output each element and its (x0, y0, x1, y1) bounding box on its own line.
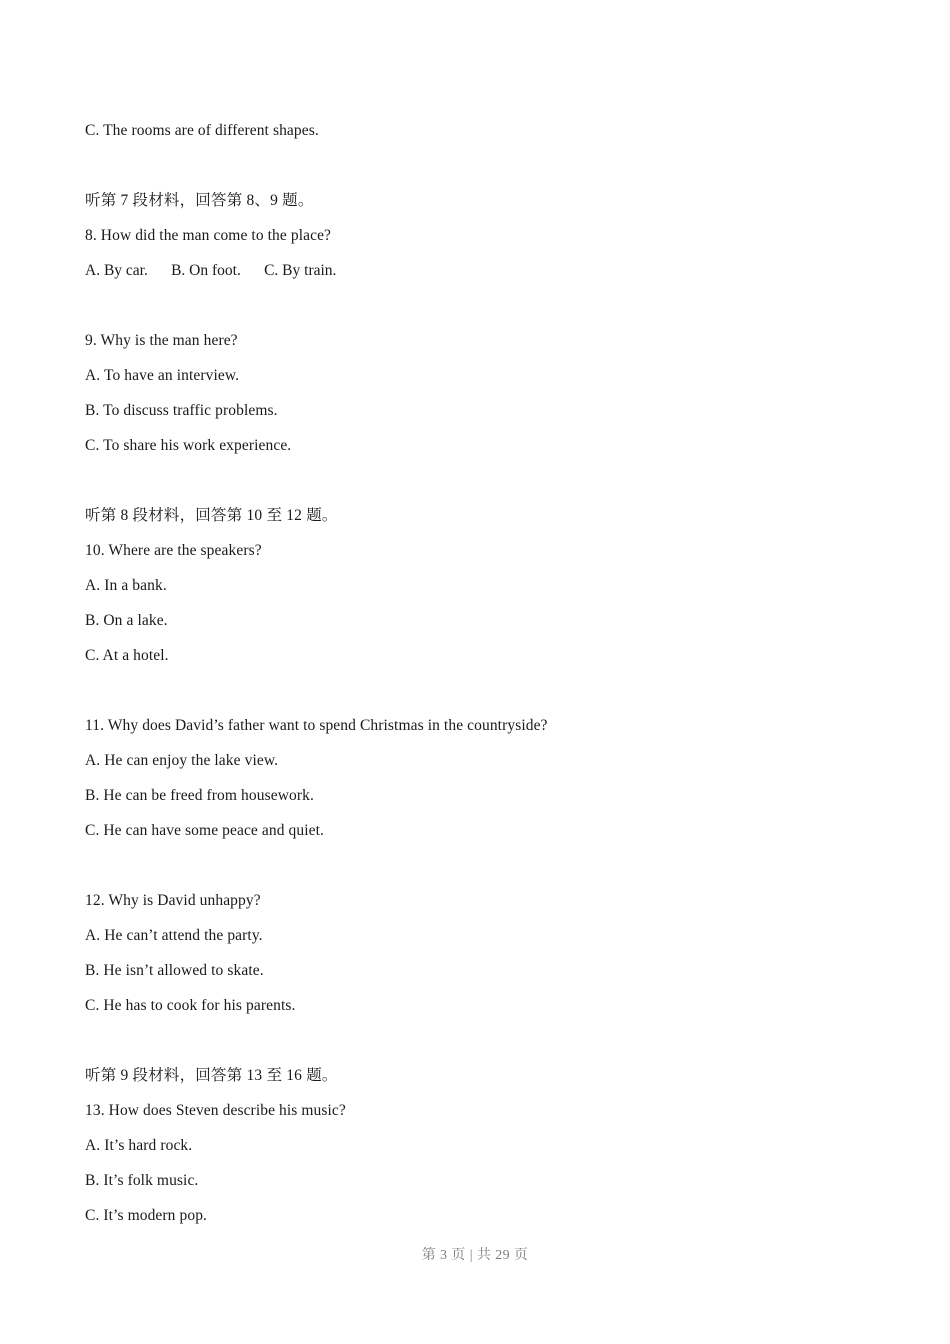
section-directions: 听第 8 段材料，回答第 10 至 12 题。 (85, 507, 338, 524)
listening-section-8 (85, 498, 890, 1023)
options-row: A. By car. B. On foot. C. By train. (85, 262, 337, 279)
section-header-group (85, 1058, 890, 1233)
option-line: B. It’s folk music. (85, 1172, 199, 1189)
option-line: A. It’s hard rock. (85, 1137, 193, 1154)
option-line: A. To have an interview. (85, 367, 240, 384)
option-line: B. To discuss traffic problems. (85, 402, 278, 419)
question-stem: 13. How does Steven describe his music? (85, 1102, 346, 1119)
listening-section-7 (85, 183, 890, 463)
section-directions: 听第 7 段材料，回答第 8、9 题。 (85, 192, 314, 209)
option-line: B. He isn’t allowed to skate. (85, 962, 264, 979)
orphan-option-group (85, 113, 890, 148)
question-group-q9 (85, 323, 890, 463)
question-group-q12 (85, 883, 890, 1023)
question-stem: 9. Why is the man here? (85, 332, 238, 349)
option-line: B. He can be freed from housework. (85, 787, 314, 804)
option-line: C. To share his work experience. (85, 437, 292, 454)
listening-section-9 (85, 1058, 890, 1233)
question-stem: 11. Why does David’s father want to spend Christmas in the countryside? (85, 717, 548, 734)
section-header-group (85, 498, 890, 673)
footer-current-page: 第 3 页 (421, 1248, 466, 1263)
option-line: C. The rooms are of different shapes. (85, 122, 319, 139)
section-directions: 听第 9 段材料，回答第 13 至 16 题。 (85, 1067, 338, 1084)
footer-separator: | (469, 1248, 473, 1263)
option-line: A. In a bank. (85, 577, 167, 594)
page-content (85, 113, 890, 1233)
question-group-q11 (85, 708, 890, 848)
question-stem: 10. Where are the speakers? (85, 542, 262, 559)
option-line: B. On a lake. (85, 612, 168, 629)
option-line: C. He can have some peace and quiet. (85, 822, 325, 839)
option-line: C. He has to cook for his parents. (85, 997, 296, 1014)
option-line: A. He can enjoy the lake view. (85, 752, 279, 769)
question-stem: 8. How did the man come to the place? (85, 227, 332, 244)
option-line: A. He can’t attend the party. (85, 927, 263, 944)
page-footer (0, 1244, 950, 1264)
option-line: C. It’s modern pop. (85, 1207, 208, 1224)
footer-total-pages: 共 29 页 (476, 1248, 529, 1263)
option-line: C. At a hotel. (85, 647, 169, 664)
section-header-group (85, 183, 890, 288)
question-stem: 12. Why is David unhappy? (85, 892, 261, 909)
